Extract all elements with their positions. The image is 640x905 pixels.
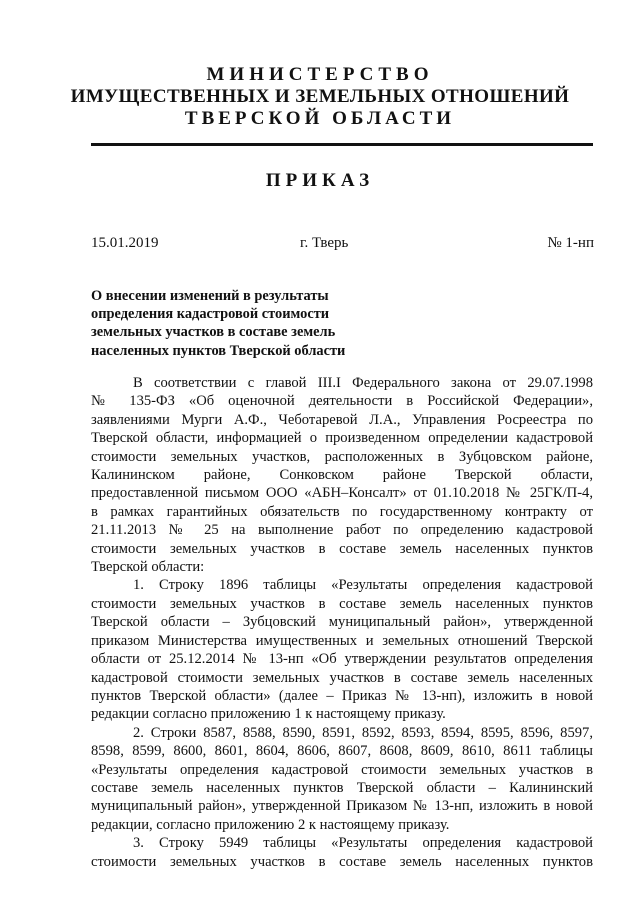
body-line: заявлениями Мурги А.Ф., Чеботаревой Л.А., Управления Росреестра по bbox=[91, 411, 593, 428]
subject-line: О внесении изменений в результаты bbox=[91, 288, 329, 304]
body-line: кадастровой стоимости земельных участков в составе земель населенных bbox=[91, 669, 593, 686]
body-line: пунктов Тверской области» (далее – Приказ № 13-нп), изложить в новой bbox=[91, 687, 593, 704]
body-line: приказом Министерства имущественных и земельных отношений Тверской bbox=[91, 632, 593, 649]
order-city: г. Тверь bbox=[300, 235, 349, 251]
subject-line: населенных пунктов Тверской области bbox=[91, 342, 346, 359]
body-line: 2. Строки 8587, 8588, 8590, 8591, 8592, 8593, 8594, 8595, 8596, 8597, bbox=[133, 724, 593, 741]
body-line: составе земель населенных пунктов Тверской области – Калининский bbox=[91, 779, 593, 796]
body-line: 1. Строку 1896 таблицы «Результаты определения кадастровой bbox=[133, 577, 593, 594]
body-line: стоимости земельных участков, расположенных в Зубцовском районе, bbox=[91, 448, 593, 465]
ministry-title-line-2: ИМУЩЕСТВЕННЫХ И ЗЕМЕЛЬНЫХ ОТНОШЕНИЙ bbox=[70, 86, 570, 107]
body-line: Тверской области – Зубцовский муниципальный район», утвержденной bbox=[91, 614, 593, 631]
body-line: муниципальный район», утвержденной Приказом № 13-нп, изложить в новой bbox=[91, 798, 593, 815]
body-line: Тверской области: bbox=[91, 559, 205, 576]
order-subject bbox=[91, 287, 391, 360]
body-line: стоимости земельных участков в составе земель населенных пунктов bbox=[91, 540, 593, 557]
subject-line: определения кадастровой стоимости bbox=[91, 306, 330, 323]
body-line: № 135-ФЗ «Об оценочной деятельности в Российской Федерации», bbox=[91, 393, 593, 410]
ministry-title-line-1: МИНИСТЕРСТВО bbox=[206, 64, 434, 85]
body-line: стоимости земельных участков в составе земель населенных пунктов bbox=[91, 595, 593, 612]
body-line: стоимости земельных участков в составе земель населенных пунктов bbox=[91, 853, 593, 870]
body-line: Тверской области, информацией о произведенном определении кадастровой bbox=[91, 430, 593, 447]
body-line: редакции согласно приложению 1 к настоящему приказу. bbox=[91, 706, 446, 723]
header-divider bbox=[91, 143, 593, 146]
body-line: «Результаты определения кадастровой стоимости земельных участков в bbox=[91, 761, 593, 778]
body-line: предоставленной письмом ООО «АБН–Консалт» от 01.10.2018 № 25ГК/П-4, bbox=[91, 485, 593, 502]
body-line: области от 25.12.2014 № 13-нп «Об утверждении результатов определения bbox=[91, 651, 593, 668]
order-body-text bbox=[91, 374, 593, 871]
body-line: Калининском районе, Сонковском районе Тверской области, bbox=[91, 467, 593, 484]
body-line: 8598, 8599, 8600, 8601, 8604, 8606, 8607, 8608, 8609, 8610, 8611 таблицы bbox=[91, 743, 593, 760]
order-date: 15.01.2019 bbox=[91, 235, 159, 251]
body-line: В соответствии с главой III.I Федерального закона от 29.07.1998 bbox=[133, 375, 593, 391]
document-type: ПРИКАЗ bbox=[265, 170, 375, 191]
order-number: № 1-нп bbox=[547, 235, 594, 251]
body-line: 3. Строку 5949 таблицы «Результаты определения кадастровой bbox=[133, 835, 593, 852]
body-line: редакции, согласно приложению 2 к настоящему приказу. bbox=[91, 816, 450, 833]
ministry-title-line-3: ТВЕРСКОЙ ОБЛАСТИ bbox=[184, 108, 456, 129]
body-line: 21.11.2013 № 25 на выполнение работ по определению кадастровой bbox=[91, 522, 593, 539]
subject-line: земельных участков в составе земель bbox=[91, 324, 336, 341]
body-line: в рамках гарантийных обязательств по государственному контракту от bbox=[91, 503, 593, 520]
